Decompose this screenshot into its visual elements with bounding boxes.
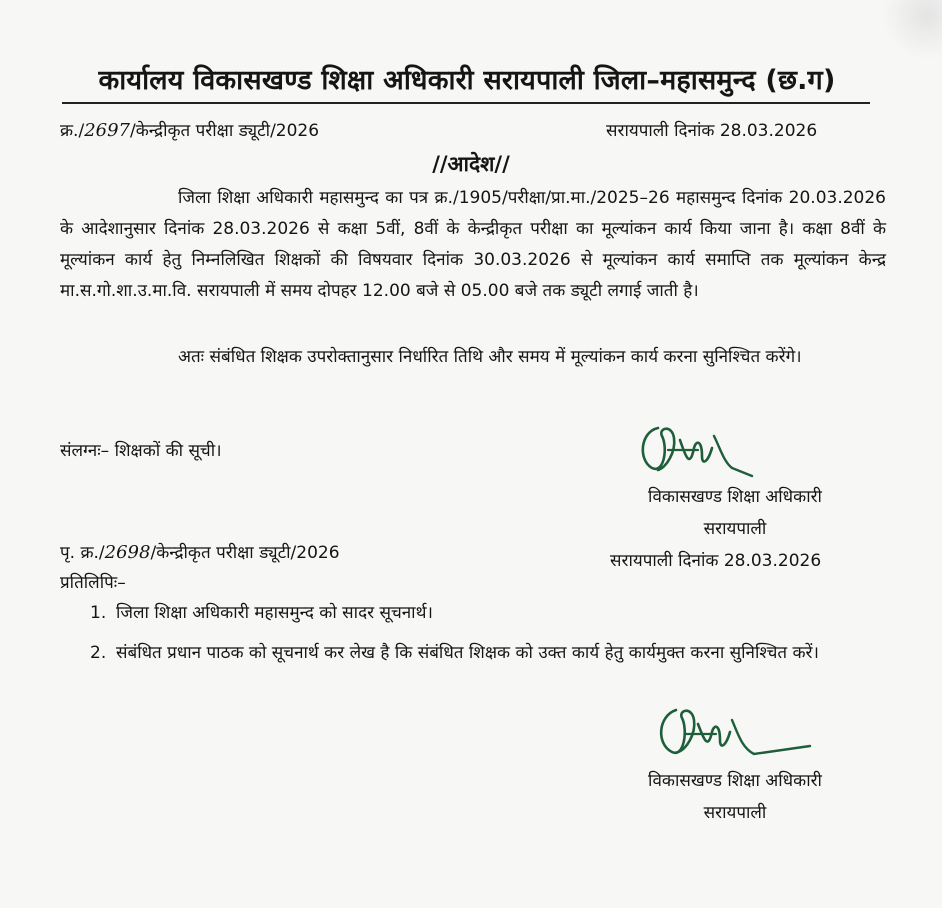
heading-underline xyxy=(62,102,870,104)
endorsement-handwritten-number: 2698 xyxy=(104,542,151,563)
signatory-1-place: सरायपाली xyxy=(703,519,767,539)
list-item-text: संबंधित प्रधान पाठक को सूचनार्थ कर लेख है कि संबंधित शिक्षक को उक्त कार्य हेतु कार्यमुक्त करना सुनिश्चित करें। xyxy=(116,643,819,663)
copy-label: प्रतिलिपिः– xyxy=(60,573,126,593)
signatory-2-place: सरायपाली xyxy=(703,803,767,823)
reference-handwritten-number: 2697 xyxy=(84,120,130,141)
list-item-number: 2. xyxy=(90,643,107,663)
list-item xyxy=(90,598,850,628)
endorsement-suffix: /केन्द्रीकृत परीक्षा ड्यूटी/2026 xyxy=(150,543,340,563)
scan-corner-shadow xyxy=(882,0,942,60)
body-paragraph-2: अतः संबंधित शिक्षक उपरोक्तानुसार निर्धारित तिथि और समय में मूल्यांकन कार्य करना सुनिश्चित करेंगे। xyxy=(178,347,802,367)
signature-2 xyxy=(650,700,820,770)
signatory-1-place-date: सरायपाली दिनांक 28.03.2026 xyxy=(610,551,822,571)
list-item xyxy=(90,638,850,668)
office-heading: कार्यालय विकासखण्ड शिक्षा अधिकारी सरायपाली जिला–महासमुन्द (छ.ग) xyxy=(98,65,836,96)
list-item-number: 1. xyxy=(90,603,107,623)
reference-place-date: सरायपाली दिनांक 28.03.2026 xyxy=(606,121,818,141)
list-item-text: जिला शिक्षा अधिकारी महासमुन्द को सादर सूचनार्थ। xyxy=(116,603,433,623)
reference-prefix: क्र./ xyxy=(60,121,85,141)
endorsement-prefix: पृ. क्र./ xyxy=(60,543,105,563)
endorsement-number xyxy=(60,540,340,563)
signatory-1-title: विकासखण्ड शिक्षा अधिकारी xyxy=(648,487,822,507)
body-paragraph-1: जिला शिक्षा अधिकारी महासमुन्द का पत्र क्र./1905/परीक्षा/प्रा.मा./2025–26 महासमुन्द दिनांक 20.03.2026 के आदेशानुसार दिनांक 28.03.2026 से कक्षा 5वीं, 8वीं के केन्द्रीकृत परीक्षा का मूल्यांकन कार्य किया जाना है। कक्षा 8वीं के मूल्यांकन कार्य हेतु निम्नलिखित शिक्षकों की विषयवार दिनांक 30.03.2026 से मूल्यांकन कार्य समाप्ति तक मूल्यांकन केन्द्र मा.स.गो.शा.उ.मा.वि. सरायपाली में समय दोपहर 12.00 बजे से 05.00 बजे तक ड्यूटी लगाई जाती है। xyxy=(60,188,886,301)
order-title: //आदेश// xyxy=(432,152,510,176)
attachment-note: संलग्नः– शिक्षकों की सूची। xyxy=(60,441,222,461)
reference-number xyxy=(60,118,319,141)
reference-suffix: /केन्द्रीकृत परीक्षा ड्यूटी/2026 xyxy=(130,121,320,141)
signatory-2-title: विकासखण्ड शिक्षा अधिकारी xyxy=(648,771,822,791)
copy-list xyxy=(90,598,850,678)
signature-1 xyxy=(628,418,758,488)
